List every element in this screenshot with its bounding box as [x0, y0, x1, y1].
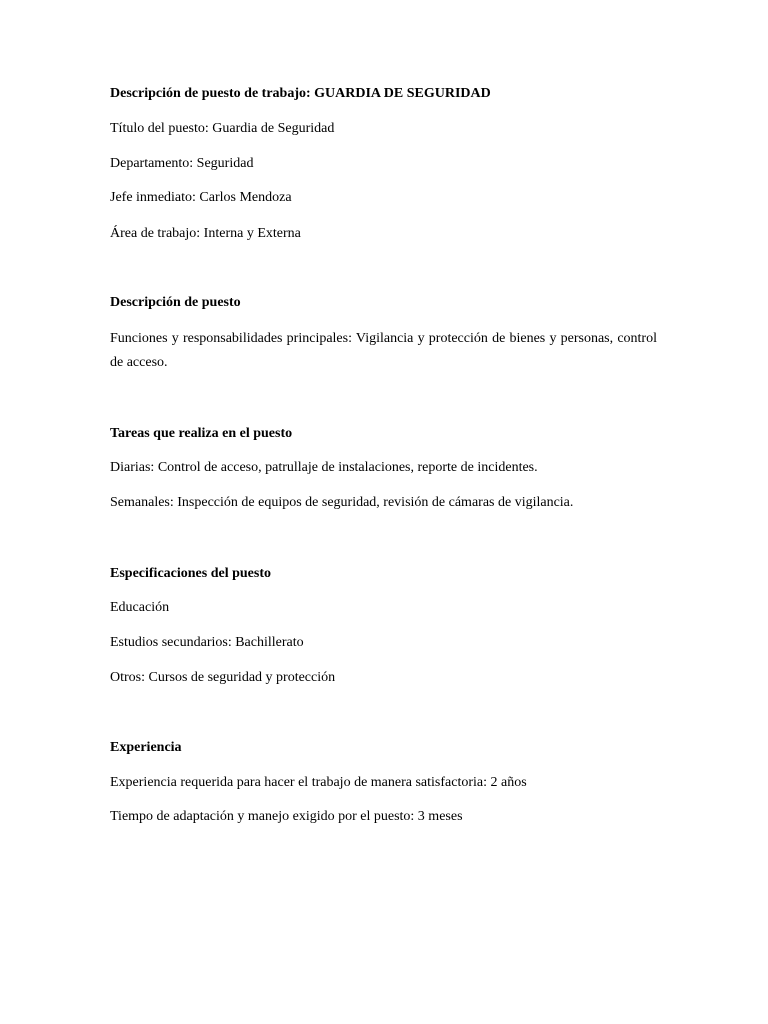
education-label: Educación [110, 600, 170, 615]
supervisor-field: Jefe inmediato: Carlos Mendoza [110, 190, 292, 205]
adaptation-time: Tiempo de adaptación y manejo exigido por el puesto: 3 meses [110, 809, 463, 824]
section-heading-tareas: Tareas que realiza en el puesto [110, 426, 293, 441]
department-field: Departamento: Seguridad [110, 156, 254, 171]
section-heading-experiencia: Experiencia [110, 740, 182, 755]
section-heading-descripcion: Descripción de puesto [110, 295, 241, 310]
secondary-studies: Estudios secundarios: Bachillerato [110, 635, 304, 650]
work-area-field: Área de trabajo: Interna y Externa [110, 226, 301, 241]
section-heading-especificaciones: Especificaciones del puesto [110, 566, 271, 581]
job-title-field: Título del puesto: Guardia de Seguridad [110, 121, 335, 136]
document-title: Descripción de puesto de trabajo: GUARDIA DE SEGURIDAD [110, 86, 491, 101]
required-experience: Experiencia requerida para hacer el trabajo de manera satisfactoria: 2 años [110, 775, 527, 790]
weekly-tasks: Semanales: Inspección de equipos de seguridad, revisión de cámaras de vigilancia. [110, 495, 574, 510]
daily-tasks: Diarias: Control de acceso, patrullaje de instalaciones, reporte de incidentes. [110, 460, 538, 475]
functions-paragraph: Funciones y responsabilidades principales: Vigilancia y protección de bienes y personas, control de acceso. [110, 331, 657, 370]
other-courses: Otros: Cursos de seguridad y protección [110, 670, 336, 685]
